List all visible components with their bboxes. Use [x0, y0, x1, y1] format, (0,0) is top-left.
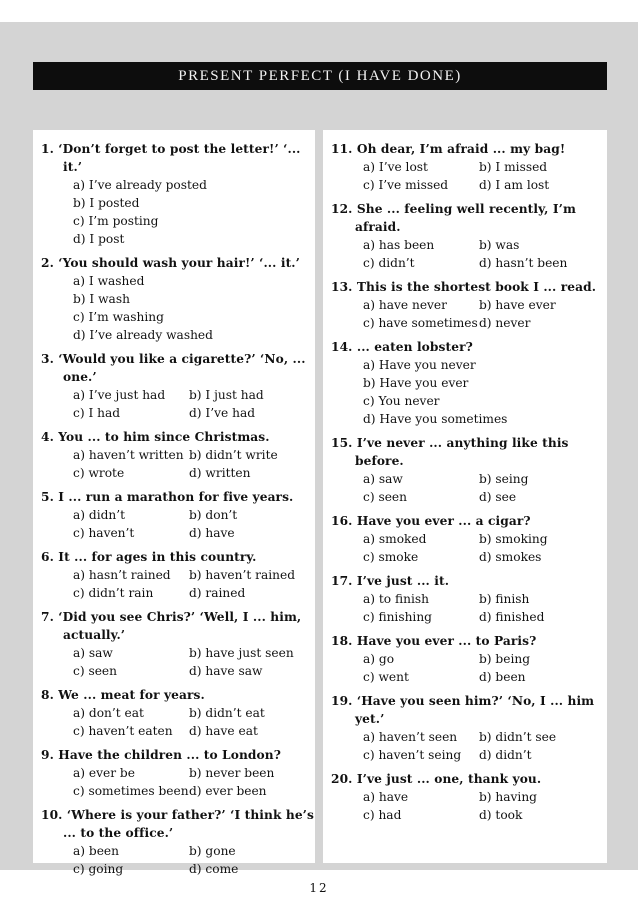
answer-option[interactable]: a) been [73, 844, 119, 858]
question-item [41, 428, 315, 482]
question-stem: 16. Have you ever ... a cigar? [331, 514, 531, 528]
answer-option[interactable]: c) smoke [363, 550, 419, 564]
answer-option-row [73, 506, 315, 524]
answer-option[interactable]: d) took [479, 808, 523, 822]
answer-options [331, 788, 607, 824]
answer-option-row [73, 782, 315, 800]
answer-option[interactable]: a) didn’t [73, 508, 126, 522]
question-stem: 10. ‘Where is your father?’ ‘I think he’s ... to the office.’ [41, 808, 314, 840]
answer-options [41, 842, 315, 878]
answer-option[interactable]: a) I’ve already posted [73, 178, 207, 192]
answer-option-row [363, 236, 607, 254]
question-item [331, 140, 607, 194]
question-item [331, 632, 607, 686]
answer-option[interactable]: c) have sometimes [363, 316, 478, 330]
answer-option[interactable]: b) don’t [189, 508, 238, 522]
answer-option[interactable]: c) seen [363, 490, 407, 504]
answer-option[interactable]: b) I missed [479, 160, 548, 174]
answer-option-row [73, 842, 315, 860]
answer-option[interactable]: a) haven’t seen [363, 730, 458, 744]
answer-option-row [363, 314, 607, 332]
answer-option[interactable]: d) smokes [479, 550, 542, 564]
answer-options [41, 506, 315, 542]
question-item [41, 806, 315, 878]
question-item [41, 350, 315, 422]
answer-option[interactable]: b) didn’t eat [189, 706, 265, 720]
question-stem: 12. She ... feeling well recently, I’m afraid. [331, 202, 576, 234]
answer-options [41, 446, 315, 482]
answer-options [331, 470, 607, 506]
answer-option[interactable]: c) wrote [73, 466, 125, 480]
answer-option-row [73, 524, 315, 542]
answer-option[interactable]: d) I’ve already washed [73, 328, 213, 342]
answer-option[interactable]: d) didn’t [479, 748, 532, 762]
answer-option[interactable]: d) finished [479, 610, 545, 624]
answer-option[interactable]: b) smoking [479, 532, 548, 546]
answer-option-row [363, 746, 607, 764]
answer-option[interactable]: d) come [189, 862, 239, 876]
question-stem: 7. ‘Did you see Chris?’ ‘Well, I ... him, actually.’ [41, 610, 302, 642]
answer-options [41, 704, 315, 740]
answer-option[interactable]: c) I’m posting [73, 214, 159, 228]
answer-option-row [363, 548, 607, 566]
answer-option[interactable]: d) see [479, 490, 517, 504]
question-stem: 20. I’ve just ... one, thank you. [331, 772, 542, 786]
question-item [41, 488, 315, 542]
answer-option[interactable]: b) having [479, 790, 537, 804]
answer-option[interactable]: c) finishing [363, 610, 432, 624]
question-stem: 5. I ... run a marathon for five years. [41, 490, 294, 504]
answer-option[interactable]: a) smoked [363, 532, 427, 546]
answer-option[interactable]: d) ever been [189, 784, 267, 798]
answer-option[interactable]: b) I posted [73, 196, 140, 210]
answer-options [41, 176, 315, 248]
answer-option[interactable]: a) I’ve lost [363, 160, 428, 174]
answer-option-row [363, 470, 607, 488]
right-question-panel [323, 130, 607, 863]
question-stem: 17. I’ve just ... it. [331, 574, 450, 588]
answer-option-row [73, 584, 315, 602]
answer-option[interactable]: c) I’ve missed [363, 178, 449, 192]
question-stem: 4. You ... to him since Christmas. [41, 430, 270, 444]
answer-option[interactable]: c) had [363, 808, 402, 822]
answer-option[interactable]: c) haven’t seing [363, 748, 462, 762]
answer-option[interactable]: d) I post [73, 232, 125, 246]
page-number: 12 [309, 881, 329, 895]
question-stem: 18. Have you ever ... to Paris? [331, 634, 537, 648]
answer-option-row [363, 176, 607, 194]
answer-option[interactable]: d) been [479, 670, 526, 684]
answer-option[interactable]: d) have eat [189, 724, 258, 738]
answer-option-row [73, 446, 315, 464]
answer-option-row [73, 860, 315, 878]
answer-option[interactable]: d) Have you sometimes [363, 412, 508, 426]
question-item [331, 434, 607, 506]
answer-options [331, 530, 607, 566]
answer-options [331, 236, 607, 272]
question-item [331, 338, 607, 428]
answer-option-row [73, 404, 315, 422]
answer-option[interactable]: c) haven’t [73, 526, 135, 540]
question-stem: 8. We ... meat for years. [41, 688, 205, 702]
question-item [331, 770, 607, 824]
answer-option-row [363, 728, 607, 746]
answer-option[interactable]: b) haven’t rained [189, 568, 295, 582]
answer-option[interactable]: d) I’ve had [189, 406, 256, 420]
answer-options [41, 644, 315, 680]
answer-option[interactable]: b) didn’t see [479, 730, 557, 744]
answer-options [331, 356, 607, 428]
answer-option[interactable]: a) ever be [73, 766, 135, 780]
question-item [41, 140, 315, 248]
answer-option-row [73, 722, 315, 740]
answer-option-row [363, 530, 607, 548]
answer-option-row [363, 650, 607, 668]
question-item [41, 548, 315, 602]
answer-option[interactable]: a) I’ve just had [73, 388, 166, 402]
answer-option[interactable]: a) have [363, 790, 409, 804]
question-stem: 2. ‘You should wash your hair!’ ‘... it.’ [41, 256, 300, 270]
answer-option[interactable]: c) sometimes been [73, 784, 189, 798]
answer-option[interactable]: d) I am lost [479, 178, 550, 192]
answer-option-row [73, 566, 315, 584]
question-stem: 11. Oh dear, I’m afraid ... my bag! [331, 142, 566, 156]
question-stem: 6. It ... for ages in this country. [41, 550, 257, 564]
question-stem: 3. ‘Would you like a cigarette?’ ‘No, ... one.’ [41, 352, 306, 384]
answer-option[interactable]: c) I had [73, 406, 121, 420]
answer-option-row [73, 662, 315, 680]
answer-option[interactable]: c) didn’t rain [73, 586, 154, 600]
answer-option[interactable]: c) haven’t eaten [73, 724, 173, 738]
answer-option[interactable]: d) never [479, 316, 531, 330]
answer-option-row [73, 464, 315, 482]
answer-option[interactable]: d) have saw [189, 664, 263, 678]
answer-option[interactable]: b) was [479, 238, 520, 252]
question-stem: 9. Have the children ... to London? [41, 748, 281, 762]
answer-option[interactable]: b) didn’t write [189, 448, 278, 462]
answer-option[interactable]: a) Have you never [363, 358, 476, 372]
question-stem: 19. ‘Have you seen him?’ ‘No, I ... him yet.’ [331, 694, 595, 726]
answer-option[interactable]: c) seen [73, 664, 117, 678]
answer-option[interactable]: c) went [363, 670, 409, 684]
question-item [41, 746, 315, 800]
left-question-panel [33, 130, 315, 876]
answer-option[interactable]: d) rained [189, 586, 246, 600]
answer-options [331, 158, 607, 194]
answer-option[interactable]: d) written [189, 466, 251, 480]
answer-option[interactable]: b) never been [189, 766, 275, 780]
answer-option-row [73, 386, 315, 404]
answer-option[interactable]: a) to finish [363, 592, 429, 606]
question-item [41, 254, 315, 344]
answer-option-row [73, 644, 315, 662]
answer-option[interactable]: b) I wash [73, 292, 130, 306]
question-item [331, 692, 607, 764]
question-stem: 15. I’ve never ... anything like this before. [331, 436, 569, 468]
answer-option-row [363, 608, 607, 626]
answer-option[interactable]: b) Have you ever [363, 376, 469, 390]
answer-options [41, 566, 315, 602]
answer-option-row [73, 764, 315, 782]
answer-option[interactable]: c) You never [363, 394, 440, 408]
answer-option[interactable]: a) saw [363, 472, 403, 486]
answer-option[interactable]: b) seing [479, 472, 529, 486]
answer-option[interactable]: b) have ever [479, 298, 556, 312]
answer-option[interactable]: c) didn’t [363, 256, 415, 270]
answer-option-row [363, 296, 607, 314]
answer-options [331, 728, 607, 764]
answer-option[interactable]: a) hasn’t rained [73, 568, 171, 582]
answer-option[interactable]: a) have never [363, 298, 447, 312]
question-stem: 13. This is the shortest book I ... read. [331, 280, 597, 294]
question-stem: 1. ‘Don’t forget to post the letter!’ ‘... it.’ [41, 142, 301, 174]
answer-options [331, 296, 607, 332]
answer-option-row [363, 590, 607, 608]
answer-option[interactable]: c) I’m washing [73, 310, 164, 324]
answer-options [41, 386, 315, 422]
answer-option[interactable]: d) have [189, 526, 235, 540]
question-item [331, 278, 607, 332]
answer-option-row [363, 806, 607, 824]
answer-options [331, 590, 607, 626]
question-item [41, 608, 315, 680]
answer-option[interactable]: b) I just had [189, 388, 264, 402]
answer-option[interactable]: a) I washed [73, 274, 145, 288]
question-stem: 14. ... eaten lobster? [331, 340, 473, 354]
answer-option[interactable]: a) haven’t written [73, 448, 184, 462]
answer-option-row [363, 788, 607, 806]
answer-option[interactable]: a) go [363, 652, 395, 666]
answer-options [41, 272, 315, 344]
answer-option-row [363, 254, 607, 272]
question-item [331, 200, 607, 272]
answer-option[interactable]: b) have just seen [189, 646, 294, 660]
answer-option-row [363, 158, 607, 176]
question-item [331, 572, 607, 626]
answer-option-row [363, 668, 607, 686]
answer-option[interactable]: b) being [479, 652, 530, 666]
answer-options [41, 764, 315, 800]
question-item [41, 686, 315, 740]
question-item [331, 512, 607, 566]
answer-option-row [363, 488, 607, 506]
answer-option[interactable]: d) hasn’t been [479, 256, 568, 270]
answer-option[interactable]: a) don’t eat [73, 706, 144, 720]
answer-option[interactable]: b) gone [189, 844, 236, 858]
page-title: PRESENT PERFECT (I HAVE DONE) [33, 62, 607, 90]
answer-option[interactable]: a) has been [363, 238, 435, 252]
answer-options [331, 650, 607, 686]
answer-option-row [73, 704, 315, 722]
answer-option[interactable]: b) finish [479, 592, 530, 606]
answer-option[interactable]: a) saw [73, 646, 113, 660]
answer-option[interactable]: c) going [73, 862, 124, 876]
